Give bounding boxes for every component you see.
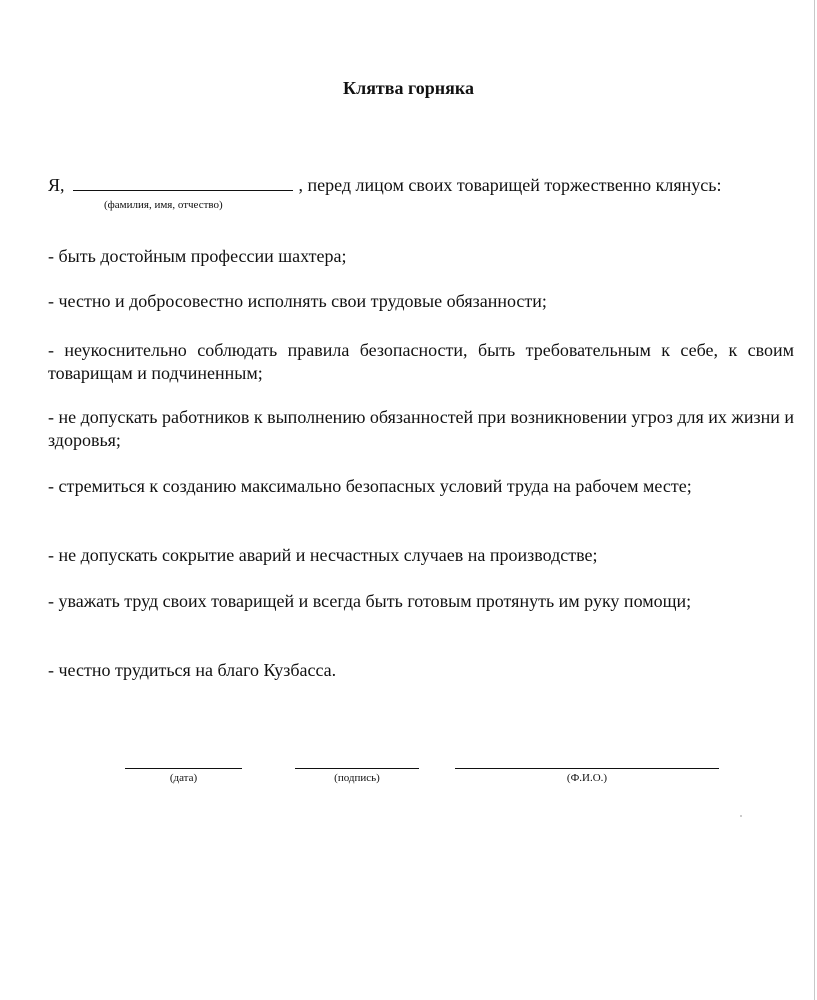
oath-item-4: - не допускать работников к выполнению обязанностей при возникновении угроз для их жизни и здоровья; [48,407,794,450]
oath-item-5: - стремиться к созданию максимально безопасных условий труда на рабочем месте; [48,476,692,496]
name-field-caption: (фамилия, имя, отчество) [104,199,223,211]
page-edge [814,0,815,1000]
document-title: Клятва горняка [343,78,474,98]
oath-item-6: - не допускать сокрытие аварий и несчастных случаев на производстве; [48,545,598,565]
date-line[interactable] [125,768,242,769]
oath-item-3: - неукоснительно соблюдать правила безопасности, быть требовательным к себе, к своим товарищам и подчиненным; [48,340,794,383]
oath-item-7: - уважать труд своих товарищей и всегда быть готовым протянуть им руку помощи; [48,591,692,611]
intro-prefix: Я, [48,175,65,195]
oath-item-2: - честно и добросовестно исполнять свои трудовые обязанности; [48,291,547,311]
oath-intro-line [48,174,798,196]
name-blank-field[interactable] [73,174,293,191]
fio-caption: (Ф.И.О.) [566,772,608,784]
oath-item-1: - быть достойным профессии шахтера; [48,246,347,266]
scan-speck [740,815,742,817]
intro-suffix: , перед лицом своих товарищей торжественно клянусь: [298,175,722,195]
fio-line[interactable] [455,768,719,769]
signature-caption: (подпись) [334,772,380,784]
oath-item-8: - честно трудиться на благо Кузбасса. [48,660,337,680]
date-caption: (дата) [169,772,198,784]
signature-line[interactable] [295,768,419,769]
